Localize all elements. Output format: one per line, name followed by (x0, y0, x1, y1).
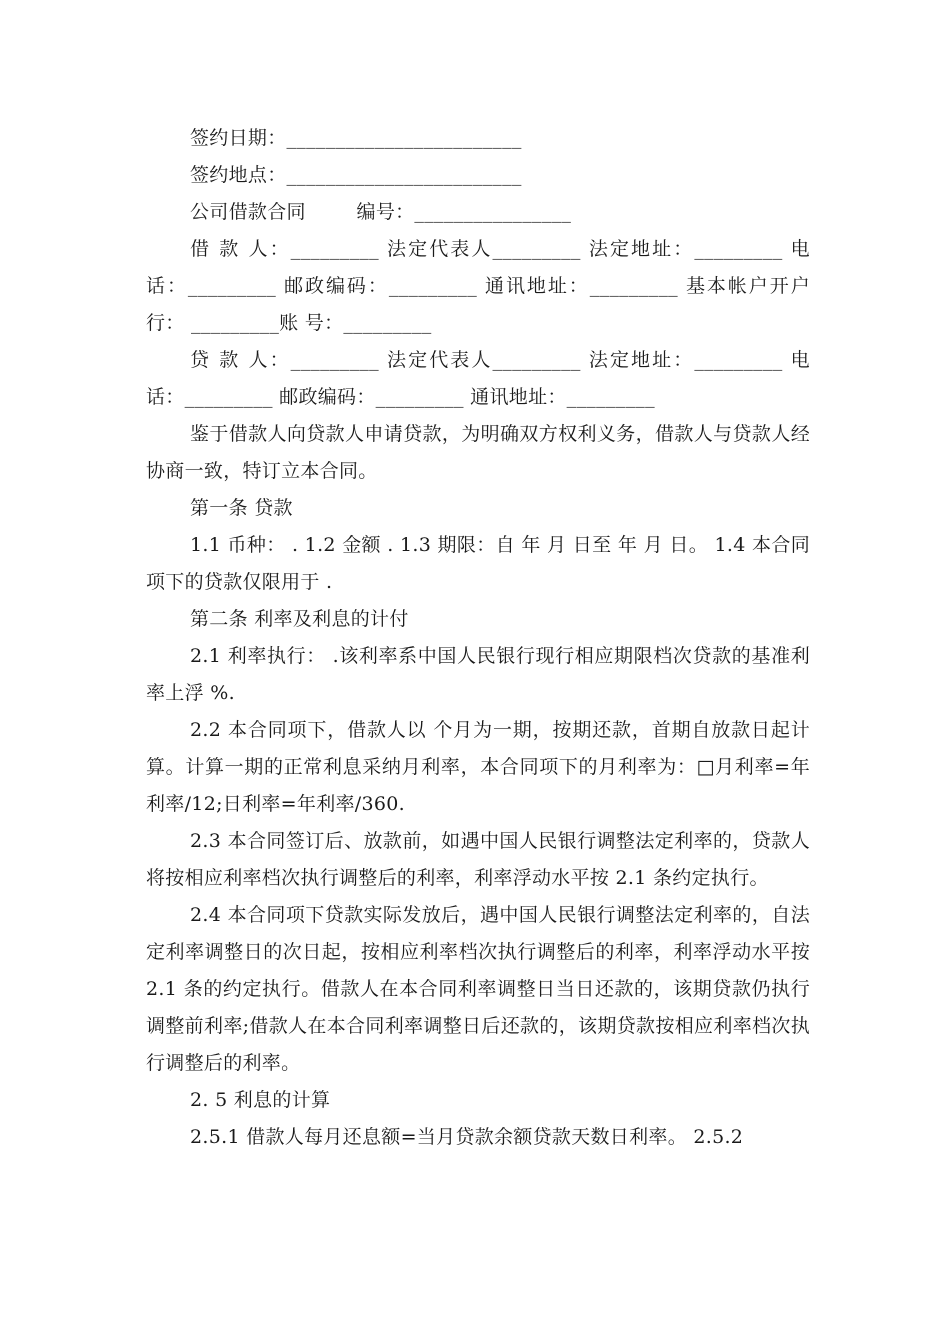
clause-2-5-1-paragraph: 2.5.1 借款人每月还息额=当月贷款余额贷款天数日利率。 2.5.2 (190, 1126, 744, 1148)
lender-info-paragraph: 贷 款 人：_________ 法定代表人_________ 法定地址：_________ 电 话：_________ 邮政编码：_________ 通讯地址：_________ (146, 349, 810, 408)
clause-1-paragraph: 1.1 币种： . 1.2 金额 . 1.3 期限：自 年 月 日至 年 月 日。 1.4 本合同项下的贷款仅限用于 . (146, 534, 810, 593)
article-1-heading: 第一条 贷款 (190, 497, 293, 519)
clause-2-2-paragraph: 2.2 本合同项下，借款人以 个月为一期，按期还款，首期自放款日起计算。计算一期的正常利息采纳月利率，本合同项下的月利率为：□月利率=年利率/12;日利率=年利率/360. (146, 719, 810, 815)
preamble-paragraph: 鉴于借款人向贷款人申请贷款，为明确双方权利义务，借款人与贷款人经协商一致，特订立本合同。 (146, 423, 810, 482)
contract-title-number-line: 公司借款合同 编号：________________ (190, 201, 572, 223)
borrower-info-paragraph: 借 款 人：_________ 法定代表人_________ 法定地址：_________ 电 话：_________ 邮政编码：_________ 通讯地址：_________ 基本帐户开户行： _________账 号：_________ (146, 238, 810, 334)
clause-2-4-paragraph: 2.4 本合同项下贷款实际发放后，遇中国人民银行调整法定利率的，自法定利率调整日的次日起，按相应利率档次执行调整后的利率，利率浮动水平按 2.1 条的约定执行。借款人在本合同利率调整日当日还款的，该期贷款仍执行调整前利率;借款人在本合同利率调整日后还款的，该期贷款按相应利率档次执行调整后的利率。 (146, 904, 810, 1074)
clause-2-1-paragraph: 2.1 利率执行： .该利率系中国人民银行现行相应期限档次贷款的基准利率上浮 %. (146, 645, 810, 704)
article-2-heading: 第二条 利率及利息的计付 (190, 608, 409, 630)
signing-place-line: 签约地点：________________________ (190, 164, 522, 186)
signing-date-line: 签约日期：________________________ (190, 127, 522, 149)
clause-2-3-paragraph: 2.3 本合同签订后、放款前，如遇中国人民银行调整法定利率的，贷款人将按相应利率档次执行调整后的利率，利率浮动水平按 2.1 条约定执行。 (146, 830, 810, 889)
clause-2-5-heading: 2. 5 利息的计算 (190, 1089, 331, 1111)
document-body (146, 120, 810, 1156)
